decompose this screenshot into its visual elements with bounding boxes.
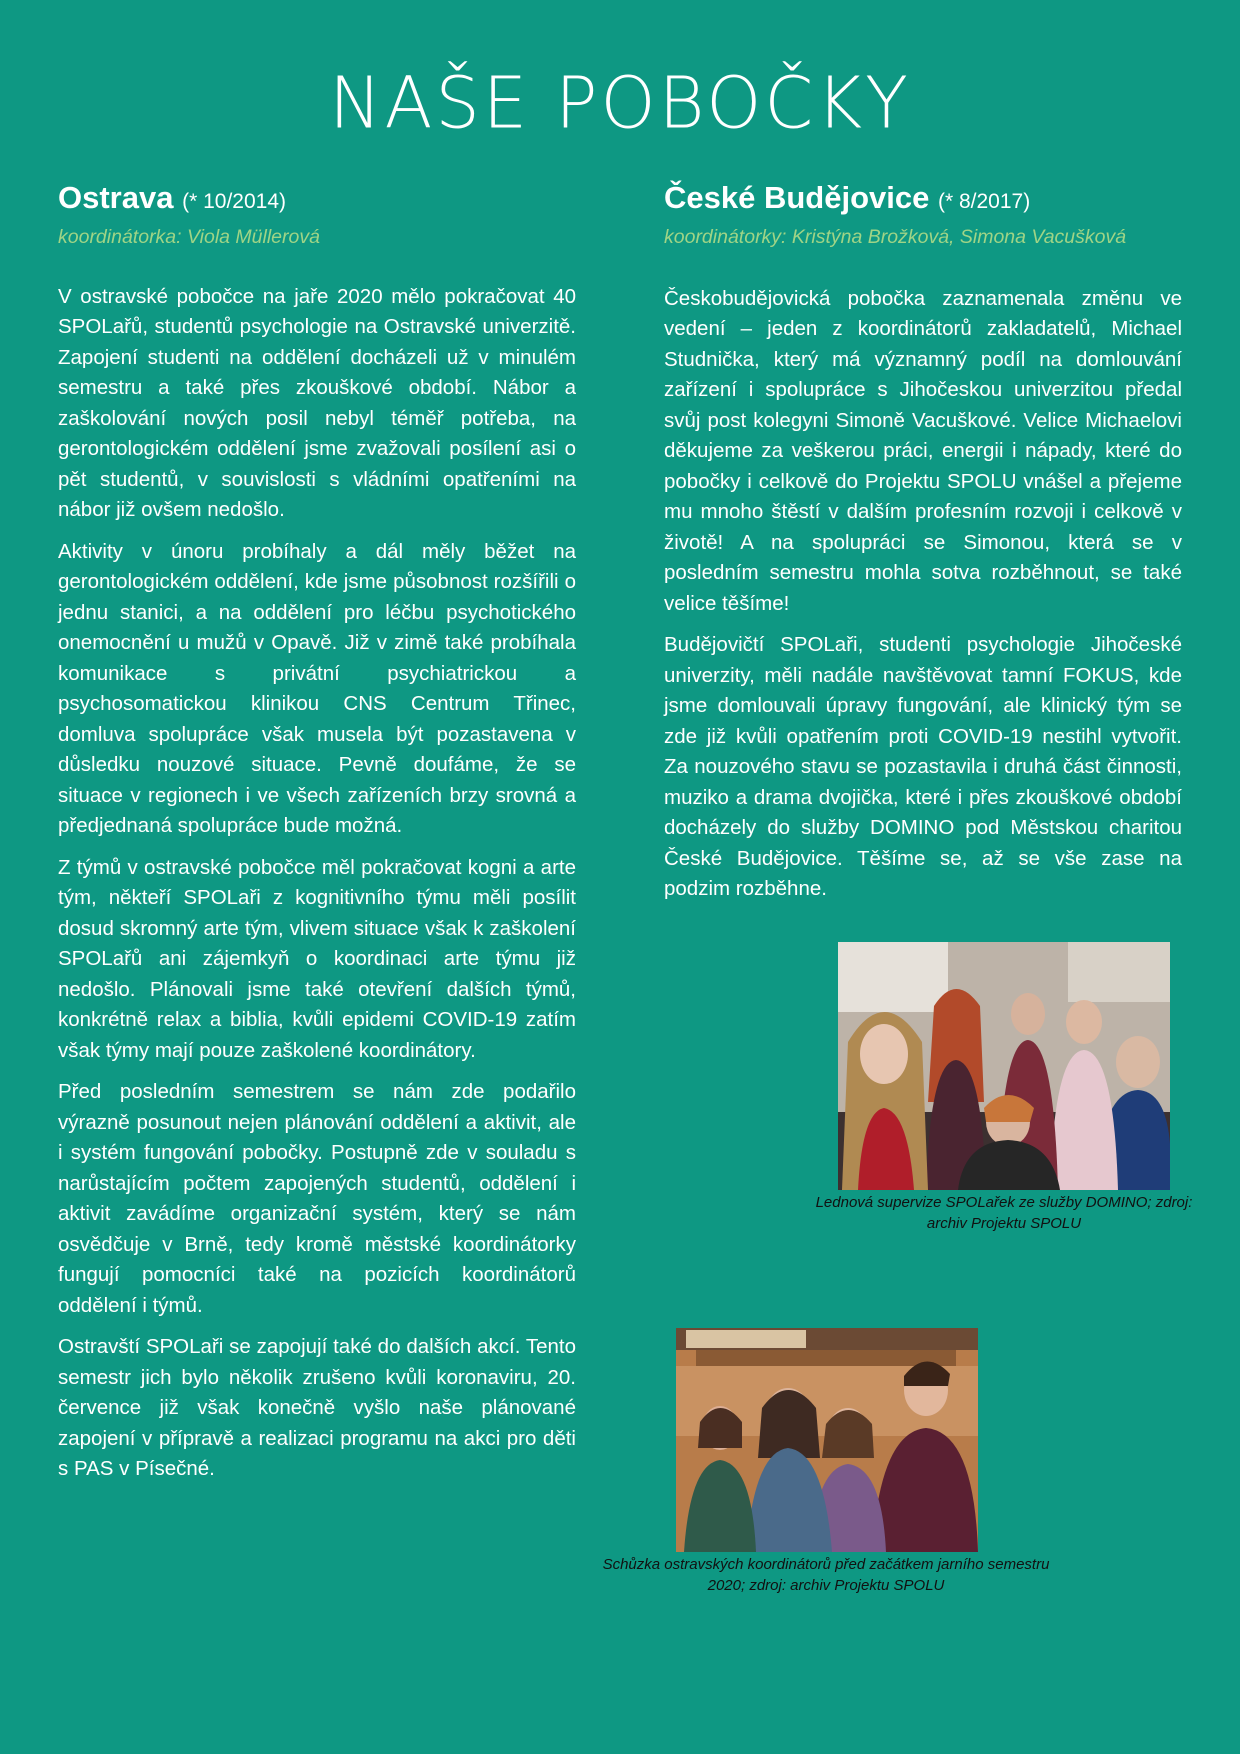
branch-heading xyxy=(58,180,576,216)
paragraph: Budějovičtí SPOLaři, studenti psychologie Jihočeské univerzity, měli nadále navštěvovat tamní FOKUS, kde jsme domlouvali úpravy fungování, ale klinický tým se zde již kvůli opatřením proti COVID-19 nestihl vytvořit. Za nouzového stavu se pozastavila i druhá část činnosti, muziko a drama dvojička, které i přes zkouškové období docházely do služby DOMINO pod Městskou charitou České Budějovice. Těšíme se, až se vše zase na podzim rozběhne. xyxy=(664,633,1182,901)
branch-coordinator: koordinátorky: Kristýna Brožková, Simona Vacušková xyxy=(664,225,1127,248)
branch-city: České Budějovice xyxy=(664,180,930,215)
photo-caption: Lednová supervize SPOLařek ze služby DOMINO; zdroj: archiv Projektu SPOLU xyxy=(815,1194,1193,1232)
paragraph: Českobudějovická pobočka zaznamenala změnu ve vedení – jeden z koordinátorů zakladatelů, Michael Studnička, který má významný podíl na domlouvání zařízení i spolupráce s Jihočeskou univerzitou předal svůj post kolegyni Simoně Vacuškové. Velice Michaelovi děkujeme za veškerou práci, energii i nápady, které do pobočky i celkově do Projektu SPOLU vnášel a přejeme mu mnoho štěstí v dalším profesním rozvoji i celkově v životě! A na spolupráci se Simonou, která se v posledním semestru mohla sotva rozběhnout, se také velice těšíme! xyxy=(664,286,1182,615)
photo-caption: Schůzka ostravských koordinátorů před začátkem jarního semestru 2020; zdroj: archiv Projektu SPOLU xyxy=(602,1556,1050,1594)
branch-text xyxy=(58,282,576,1485)
paragraph: V ostravské pobočce na jaře 2020 mělo pokračovat 40 SPOLařů, studentů psychologie na Ostravské univerzitě. Zapojení studenti na oddělení docházeli už v minulém semestru a také přes zkouškové období. Nábor a zaškolování nových posil nebyl téměř potřeba, na gerontologickém oddělení jsme zvažovali posílení asi o pět studentů, v souvislosti s vládními opatřeními na nábor již ovšem nedošlo. xyxy=(58,284,576,522)
branch-established: (* 10/2014) xyxy=(182,190,286,213)
paragraph: Z týmů v ostravské pobočce měl pokračovat kogni a arte tým, někteří SPOLaři z kognitivního týmu měli posílit dosud skromný arte tým, vlivem situace však k zaškolení SPOLařů ani zájemkyň o koordinaci arte týmu již nedošlo. Plánovali jsme také otevření dalších týmů, konkrétně relax a biblia, kvůli epidemi COVID-19 zatím však týmy mají pouze zaškolené koordinátory. xyxy=(58,855,576,1062)
branch-established: (* 8/2017) xyxy=(937,190,1031,213)
group-photo-illustration xyxy=(838,942,1170,1190)
branch-text xyxy=(664,284,1182,905)
branch-ostrava xyxy=(58,180,576,1496)
paragraph: Aktivity v únoru probíhaly a dál měly běžet na gerontologickém oddělení, kde jsme působnost rozšířili o jednu stanici, a na oddělení pro léčbu psychotického onemocnění u mužů v Opavě. Již v zimě také probíhala komunikace s privátní psychiatrickou a psychosomatickou klinikou CNS Centrum Třinec, domluva spolupráce však musela být pozastavena v důsledku nouzové situace. Pevně doufáme, že se situace v regionech i ve všech zařízeních brzy srovná a předjednaná spolupráce bude možná. xyxy=(58,539,576,838)
paragraph: Před posledním semestrem se nám zde podařilo výrazně posunout nejen plánování oddělení a aktivit, ale i systém fungování pobočky. Postupně zde v souladu s narůstajícím počtem zapojených studentů, oddělení i aktivit zavádíme organizační systém, který se nám osvědčuje v Brně, tedy kromě městské koordinátorky fungují pomocníci také na pozicích koordinátorů oddělení i týmů. xyxy=(58,1080,576,1317)
page-title: NAŠE POBOČKY xyxy=(329,61,911,145)
branch-coordinator: koordinátorka: Viola Müllerová xyxy=(58,225,320,248)
branch-city: Ostrava xyxy=(58,180,174,215)
photo-domino-supervision xyxy=(838,942,1170,1190)
photo-ostrava-coordinators xyxy=(676,1328,978,1552)
branch-ceske-budejovice xyxy=(664,180,1182,916)
group-photo-illustration xyxy=(676,1328,978,1552)
branch-heading xyxy=(664,180,1182,216)
paragraph: Ostravští SPOLaři se zapojují také do dalších akcí. Tento semestr jich bylo několik zrušeno kvůli koronaviru, 20. července již však konečně vyšlo naše plánované zapojení v přípravě a realizaci programu na akci pro děti s PAS v Písečné. xyxy=(58,1335,576,1481)
